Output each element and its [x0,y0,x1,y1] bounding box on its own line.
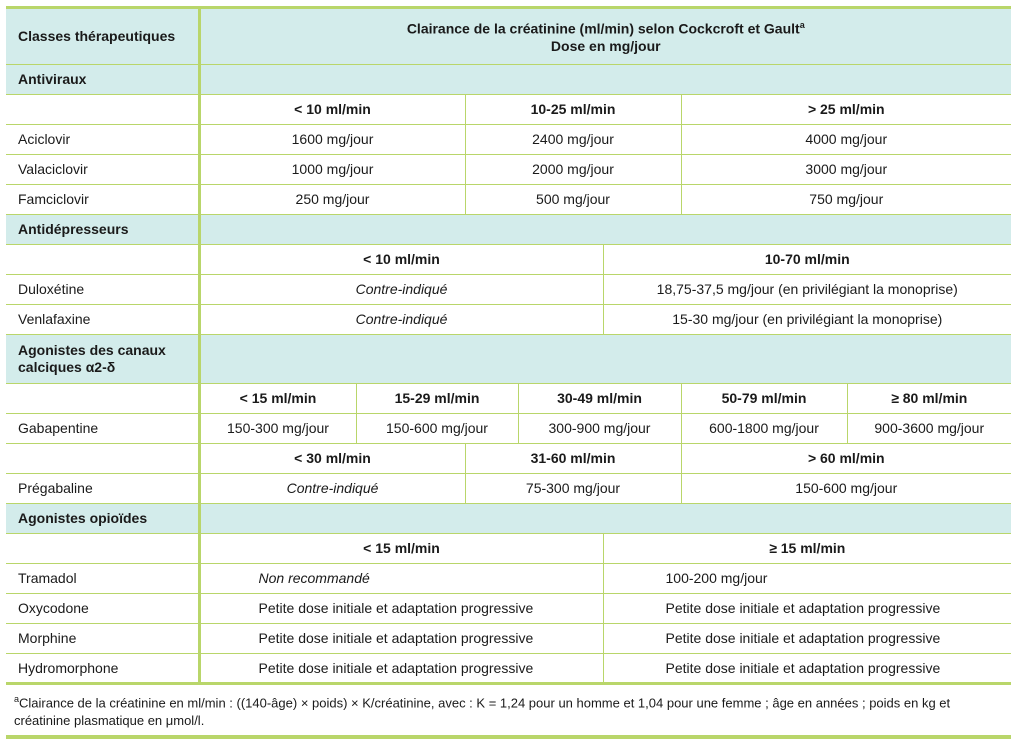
range-label: 31-60 ml/min [465,443,681,473]
range-row [6,443,1011,473]
footnote-row [6,683,1011,737]
drug-name: Gabapentine [6,413,199,443]
dose-cell: 250 mg/jour [199,184,465,214]
dose-cell: Contre-indiqué [199,473,465,503]
range-label: ≥ 15 ml/min [603,533,1011,563]
dose-cell: 18,75-37,5 mg/jour (en privilégiant la monoprise) [603,274,1011,304]
dose-cell: 100-200 mg/jour [603,563,1011,593]
dose-cell: 900-3600 mg/jour [847,413,1011,443]
dose-cell: 3000 mg/jour [681,154,1011,184]
range-label: < 15 ml/min [199,383,356,413]
range-row [6,383,1011,413]
drug-name: Famciclovir [6,184,199,214]
table-row [6,124,1011,154]
dose-cell: 2400 mg/jour [465,124,681,154]
dose-cell: 4000 mg/jour [681,124,1011,154]
dose-cell: Contre-indiqué [199,274,603,304]
range-label: 30-49 ml/min [518,383,681,413]
range-label: 10-70 ml/min [603,244,1011,274]
dose-cell: Petite dose initiale et adaptation progressive [603,593,1011,623]
dose-cell: 500 mg/jour [465,184,681,214]
section-title: Antiviraux [6,64,199,94]
section-opioides [6,503,1011,533]
table-row [6,413,1011,443]
dose-cell: 2000 mg/jour [465,154,681,184]
dose-cell: Petite dose initiale et adaptation progressive [199,623,603,653]
dose-cell: Non recommandé [199,563,603,593]
table-row [6,653,1011,683]
drug-name: Valaciclovir [6,154,199,184]
table-row [6,473,1011,503]
table-header-row [6,9,1011,64]
table-row [6,184,1011,214]
header-subtitle: Dose en mg/jour [550,38,661,55]
range-label: < 30 ml/min [199,443,465,473]
header-title: Clairance de la créatinine (ml/min) selon Cockcroft et Gault$^a$ Dose en mg/jour [199,9,1011,64]
dose-cell: 1000 mg/jour [199,154,465,184]
range-row [6,244,1011,274]
table-row [6,593,1011,623]
dose-table [6,9,1011,739]
section-antiviraux [6,64,1011,94]
table-row [6,304,1011,334]
drug-name: Morphine [6,623,199,653]
section-antidepresseurs [6,214,1011,244]
dose-table-container [6,6,1011,739]
drug-name: Tramadol [6,563,199,593]
dose-cell: 150-600 mg/jour [356,413,518,443]
dose-cell: Petite dose initiale et adaptation progressive [199,593,603,623]
table-row [6,623,1011,653]
drug-name: Hydromorphone [6,653,199,683]
range-label: 50-79 ml/min [681,383,847,413]
range-label: > 25 ml/min [681,94,1011,124]
range-label: ≥ 80 ml/min [847,383,1011,413]
range-row [6,533,1011,563]
dose-cell: 750 mg/jour [681,184,1011,214]
drug-name: Aciclovir [6,124,199,154]
table-row [6,274,1011,304]
range-row [6,94,1011,124]
range-label: > 60 ml/min [681,443,1011,473]
dose-cell: 150-600 mg/jour [681,473,1011,503]
dose-cell: 1600 mg/jour [199,124,465,154]
range-label: < 10 ml/min [199,244,603,274]
dose-cell: 15-30 mg/jour (en privilégiant la monoprise) [603,304,1011,334]
dose-cell: Contre-indiqué [199,304,603,334]
dose-cell: Petite dose initiale et adaptation progressive [603,653,1011,683]
section-calciques [6,334,1011,383]
section-title: Agonistes des canaux calciques α2-δ [6,334,199,383]
dose-cell: Petite dose initiale et adaptation progressive [603,623,1011,653]
dose-cell: 300-900 mg/jour [518,413,681,443]
drug-name: Oxycodone [6,593,199,623]
range-label: < 15 ml/min [199,533,603,563]
range-label: 10-25 ml/min [465,94,681,124]
drug-name: Duloxétine [6,274,199,304]
table-row [6,154,1011,184]
drug-name: Prégabaline [6,473,199,503]
range-label: 15-29 ml/min [356,383,518,413]
drug-name: Venlafaxine [6,304,199,334]
table-row [6,563,1011,593]
range-label: < 10 ml/min [199,94,465,124]
dose-cell: 75-300 mg/jour [465,473,681,503]
header-classes: Classes thérapeutiques [6,9,199,64]
footnote: $^a$Clairance de la créatinine en ml/min : ((140-âge) × poids) × K/créatinine, avec : K = 1,24 pour un homme et 1,04 pour une femme ; âge en années ; poids en kg et créatinine plasmatique en μmol/l. [6,683,1011,737]
dose-cell: 150-300 mg/jour [199,413,356,443]
section-title: Antidépresseurs [6,214,199,244]
dose-cell: Petite dose initiale et adaptation progressive [199,653,603,683]
dose-cell: 600-1800 mg/jour [681,413,847,443]
section-title: Agonistes opioïdes [6,503,199,533]
